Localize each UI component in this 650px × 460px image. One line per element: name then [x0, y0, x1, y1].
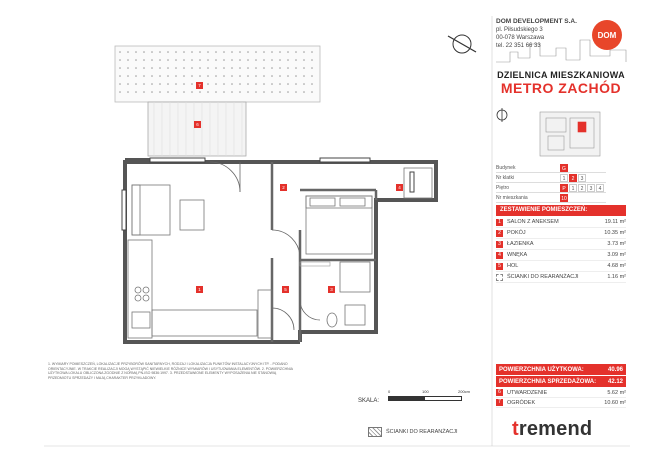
room-area: 10.35 m²: [604, 230, 626, 236]
key-row-label: Nr klatki: [496, 174, 515, 181]
developer-phone: tel. 22 351 66 33: [496, 43, 541, 49]
room-name: HOL: [507, 263, 519, 269]
area-summary: [496, 364, 626, 408]
key-cell: 1: [569, 184, 577, 192]
room-area: 3.09 m²: [607, 252, 626, 258]
legend-label: ŚCIANKI DO REARANŻACJI: [386, 429, 458, 435]
dom-logo: DOM: [592, 20, 622, 50]
room-number: 3: [496, 241, 503, 248]
bed: [306, 196, 372, 254]
key-row: [496, 183, 606, 193]
developer-info: [496, 18, 577, 50]
armchair: [180, 200, 204, 230]
minimap-compass-icon: [497, 108, 507, 122]
rearrangement-walls: [300, 262, 330, 266]
key-cell: 1: [560, 174, 568, 182]
bath: [340, 262, 370, 292]
developer-city: 00-078 Warszawa: [496, 35, 545, 41]
key-cell: 2: [569, 174, 577, 182]
brand-rest: remend: [518, 418, 593, 440]
extra-area: 5.62 m²: [607, 389, 626, 396]
room-row: [496, 239, 626, 250]
room-row: [496, 217, 626, 228]
sale-area-value: 42.12: [607, 378, 623, 385]
hall-closet: [258, 290, 272, 338]
extra-area-row: [496, 388, 626, 398]
usable-area-row: [496, 364, 626, 375]
garden-area: [115, 46, 320, 102]
room-name: WNĘKA: [507, 252, 528, 258]
room-row: [496, 272, 626, 283]
furniture: [128, 168, 432, 338]
key-cell: P: [560, 184, 568, 192]
room-number: 2: [496, 230, 503, 237]
plan-label-2: 2: [280, 184, 287, 191]
key-cell: 3: [578, 174, 586, 182]
dining-counter: [152, 310, 257, 336]
room-row: [496, 250, 626, 261]
scale-tick-2: 200cm: [458, 389, 471, 394]
room-name: ŚCIANKI DO REARANŻACJI: [507, 274, 579, 280]
room-row: [496, 261, 626, 272]
developer-street: pl. Piłsudskiego 3: [496, 27, 543, 33]
rooms-list: [496, 217, 626, 283]
extra-number: 7: [496, 399, 503, 406]
room-row: [496, 228, 626, 239]
extra-number: 6: [496, 389, 503, 396]
legend-rearrangement: [368, 427, 458, 437]
plan-label-6: 6: [194, 121, 201, 128]
plan-label-4: 4: [396, 184, 403, 191]
key-cell: G: [560, 164, 568, 172]
scale-bar: [388, 396, 462, 401]
room-name: POKÓJ: [507, 230, 526, 236]
room-area: 4.68 m²: [607, 263, 626, 269]
scale-tick-1: 100: [422, 389, 429, 394]
plan-label-1: 1: [196, 286, 203, 293]
key-row-label: Nr mieszkania: [496, 194, 528, 201]
extra-area: 10.60 m²: [604, 399, 626, 406]
developer-name: DOM DEVELOPMENT S.A.: [496, 18, 577, 25]
key-cell: 2: [578, 184, 586, 192]
room-area: 1.16 m²: [607, 274, 626, 280]
extra-area-row: [496, 398, 626, 408]
key-row: [496, 163, 606, 173]
room-number: 4: [496, 252, 503, 259]
plan-notes: 1. WYMIARY POMIESZCZEŃ, LOKALIZACJE PRZYBORÓW SANITARNYCH, RODZAJ I LOKALIZACJA PUNKTÓW INSTALACYJNYCH ITP. - PODANO ORIENTACYJNIE. W TRAKCIE REALIZACJI MOGĄ WYSTĄPIĆ NIEWIELKIE RÓŻNICE WYMIARÓW I USYTUOWANIA ELEMENTÓW. 2. POWIERZCHNIA UŻYTKOWA LOKALU OBLICZONA ZGODNIE Z NORMĄ PN-ISO 9836:1997. 3. PRZEDSTAWIONE ELEMENTY WYPOSAŻENIA NIE STANOWIĄ PRZEDMIOTU SPRZEDAŻY I MAJĄ CHARAKTER PRZYKŁADOWY.: [48, 362, 293, 380]
sale-area-row: [496, 376, 626, 387]
extra-name: UTWARDZENIE: [507, 389, 548, 396]
extra-name: OGRÓDEK: [507, 399, 536, 406]
key-row: [496, 173, 606, 183]
plan-label-7: 7: [196, 82, 203, 89]
key-cell: 4: [596, 184, 604, 192]
key-row-label: Piętro: [496, 184, 510, 191]
hatch-swatch: [368, 427, 382, 437]
windows: [122, 158, 414, 230]
location-key-table: [496, 163, 606, 203]
key-row-label: Budynek: [496, 164, 516, 171]
room-area: 19.11 m²: [604, 219, 626, 225]
plan-label-3: 3: [328, 286, 335, 293]
scale-label: SKALA:: [358, 398, 380, 404]
wardrobe: [404, 168, 432, 198]
room-number: 5: [496, 263, 503, 270]
usable-area-label: POWIERZCHNIA UŻYTKOWA:: [499, 366, 584, 373]
compass-icon: [448, 35, 476, 53]
usable-area-value: 40.96: [607, 366, 623, 373]
room-number: 1: [496, 219, 503, 226]
key-cell: 3: [587, 184, 595, 192]
room-number: [496, 274, 503, 281]
district-line1: DZIELNICA MIESZKANIOWA: [497, 70, 625, 80]
building-minimap: [540, 112, 600, 156]
district-line2: METRO ZACHÓD: [500, 80, 622, 96]
rooms-title: ZESTAWIENIE POMIESZCZEŃ:: [496, 205, 626, 216]
doors: [210, 162, 320, 330]
key-row: [496, 193, 606, 203]
sofa: [132, 185, 170, 235]
brand-prefix: t: [512, 418, 519, 440]
room-name: ŁAZIENKA: [507, 241, 534, 247]
scale-tick-0: 0: [388, 389, 391, 394]
room-area: 3.73 m²: [607, 241, 626, 247]
district-title: [496, 70, 626, 96]
tremend-logo: [512, 418, 592, 441]
plan-label-5: 5: [282, 286, 289, 293]
terrace-area: [148, 102, 246, 156]
key-cell: 10: [561, 195, 567, 202]
sale-area-label: POWIERZCHNIA SPRZEDAŻOWA:: [499, 378, 597, 385]
room-name: SALON Z ANEKSEM: [507, 219, 559, 225]
